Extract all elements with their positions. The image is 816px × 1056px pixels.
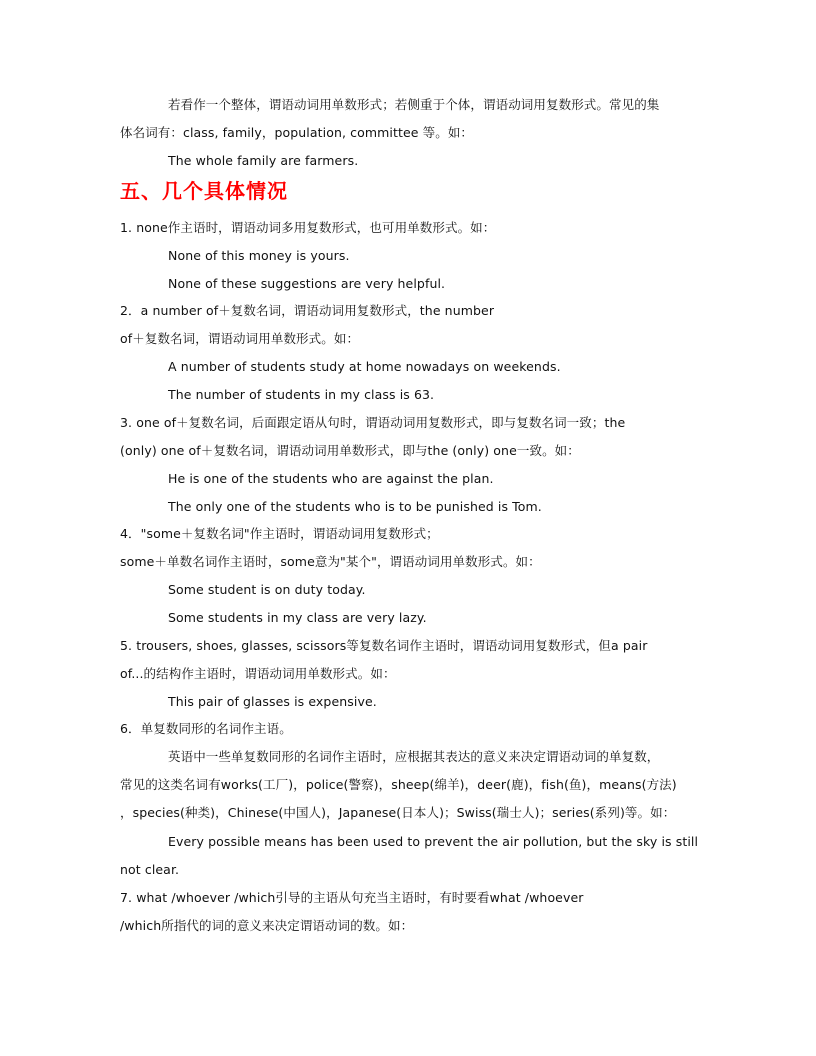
item-6-paragraph-1: 英语中一些单复数同形的名词作主语时，应根据其表达的意义来决定谓语动词的单复数， <box>168 749 660 764</box>
example-sentence: The whole family are farmers. <box>168 153 359 168</box>
item-3-title: 3. one of＋复数名词，后面跟定语从句时，谓语动词用复数形式，即与复数名词一致；the <box>120 415 626 430</box>
item-1-example-2: None of these suggestions are very helpful. <box>168 276 446 291</box>
item-1-title: 1. none作主语时，谓语动词多用复数形式，也可用单数形式。如： <box>120 220 496 235</box>
item-5-title-cont: of...的结构作主语时，谓语动词用单数形式。如： <box>120 666 396 681</box>
item-5-title: 5. trousers, shoes, glasses, scissors等复数名词作主语时，谓语动词用复数形式，但a pair <box>120 638 648 653</box>
item-7-title-cont: /which所指代的词的意义来决定谓语动词的数。如： <box>120 918 414 933</box>
item-1-example-1: None of this money is yours. <box>168 248 350 263</box>
item-2-example-2: The number of students in my class is 63. <box>168 387 435 402</box>
item-4-example-1: Some student is on duty today. <box>168 582 366 597</box>
section-heading: 五、几个具体情况 <box>120 179 288 203</box>
item-3-title-cont: (only) one of＋复数名词，谓语动词用单数形式，即与the (only) one一致。如： <box>120 443 580 458</box>
item-6-example-1-cont: not clear. <box>120 862 180 877</box>
item-5-example-1: This pair of glasses is expensive. <box>168 694 377 709</box>
item-6-paragraph-3: ，species(种类)，Chinese(中国人)，Japanese(日本人)；Swiss(瑞士人)；series(系列)等。如： <box>120 805 676 820</box>
item-4-example-2: Some students in my class are very lazy. <box>168 610 427 625</box>
item-6-example-1: Every possible means has been used to prevent the air pollution, but the sky is still <box>168 834 699 849</box>
item-7-title: 7. what /whoever /which引导的主语从句充当主语时，有时要看what /whoever <box>120 890 584 905</box>
item-6-paragraph-2: 常见的这类名词有works(工厂)，police(警察)，sheep(绵羊)，deer(鹿)，fish(鱼)，means(方法) <box>120 777 677 792</box>
item-2-title-cont: of＋复数名词，谓语动词用单数形式。如： <box>120 331 360 346</box>
paragraph-line-2: 体名词有：class, family，population, committee 等。如： <box>120 125 474 140</box>
item-4-title-cont: some＋单数名词作主语时，some意为"某个"，谓语动词用单数形式。如： <box>120 554 541 569</box>
item-6-title: 6．单复数同形的名词作主语。 <box>120 721 292 736</box>
item-2-title: 2．a number of＋复数名词，谓语动词用复数形式，the number <box>120 303 495 318</box>
item-3-example-1: He is one of the students who are against the plan. <box>168 471 494 486</box>
item-2-example-1: A number of students study at home nowadays on weekends. <box>168 359 561 374</box>
item-4-title: 4．"some＋复数名词"作主语时，谓语动词用复数形式； <box>120 526 439 541</box>
item-3-example-2: The only one of the students who is to be punished is Tom. <box>168 499 542 514</box>
paragraph-line-1: 若看作一个整体，谓语动词用单数形式；若侧重于个体，谓语动词用复数形式。常见的集 <box>168 97 660 112</box>
